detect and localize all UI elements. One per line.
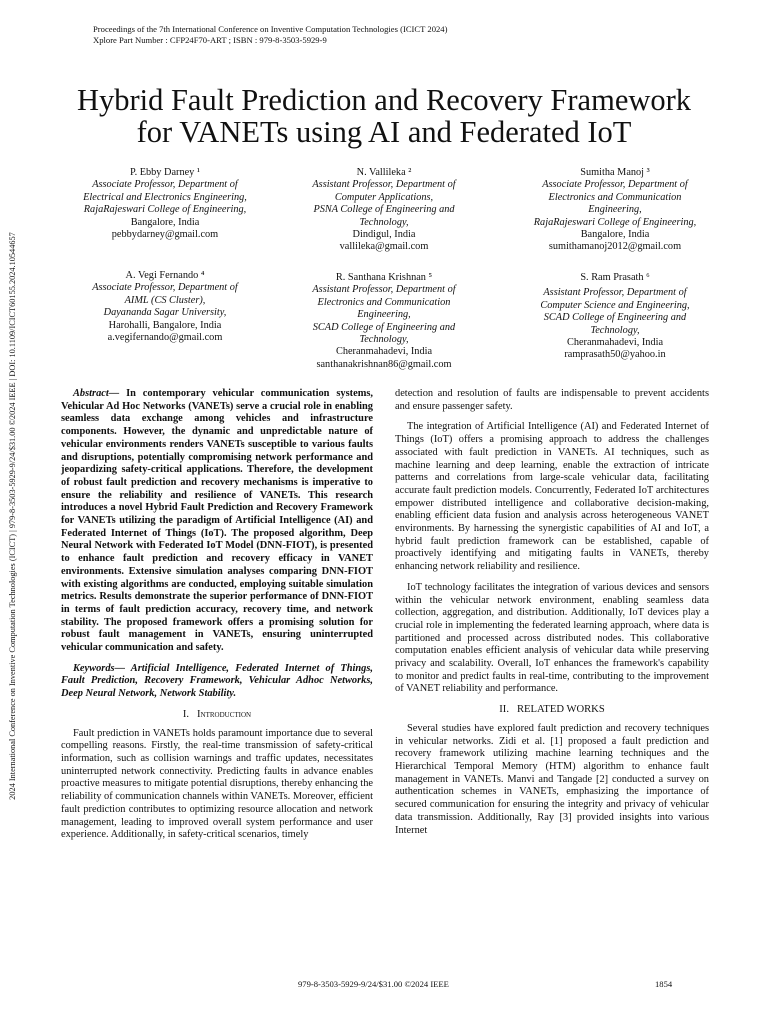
author-affiliation: Electronics and Communication <box>317 296 451 308</box>
author-affiliation: Assistant Professor, Department of <box>312 179 456 191</box>
author-name: N. Vallileka ² <box>356 167 412 178</box>
section-heading-related-works <box>395 704 709 717</box>
author-affiliation: Associate Professor, Department of <box>542 179 688 191</box>
author-name: P. Ebby Darney ¹ <box>129 167 200 178</box>
author-affiliation: PSNA College of Engineering and <box>313 204 455 216</box>
author-block <box>505 167 725 254</box>
author-block <box>274 272 494 371</box>
author-block <box>55 270 275 344</box>
title-line-1: Hybrid Fault Prediction and Recovery Framework <box>76 83 692 117</box>
author-affiliation: SCAD College of Engineering and <box>543 312 687 324</box>
section-title: Introduction <box>197 708 252 720</box>
author-affiliation: Associate Professor, Department of <box>92 282 238 294</box>
abstract <box>61 388 373 655</box>
xplore-line: Xplore Part Number : CFP24F70-ART ; ISBN : 979-8-3503-5929-9 <box>93 35 327 45</box>
keywords-text: Artificial Intelligence, Federated Internet of Things, Fault Prediction, Recovery Framework, Vehicular Adhoc Networks, Deep Neural Network, Network Stability. <box>61 662 373 700</box>
section-number: II. <box>499 704 509 716</box>
author-location: Dindigul, India <box>352 229 416 241</box>
title-line-2: for VANETs using AI and Federated IoT <box>136 115 632 149</box>
section-number: I. <box>182 708 190 720</box>
author-affiliation: Assistant Professor, Department of <box>312 284 456 296</box>
author-email: a.vegifernando@gmail.com <box>107 332 223 344</box>
author-email: sumithamanoj2012@gmail.com <box>548 241 682 253</box>
side-doi-text: 2024 International Conference on Inventive Computation Technologies (ICICT) | 979-8-3503-5929-9/24/$31.00 ©2024 IEEE | DOI: 10.1109/ICICT60155.2024.10544657 <box>8 232 17 800</box>
author-location: Harohalli, Bangalore, India <box>108 319 222 331</box>
proceedings-line: Proceedings of the 7th International Conference on Inventive Computation Technologies (ICICT 2024) <box>93 24 448 34</box>
author-affiliation: Engineering, <box>588 204 642 216</box>
section-heading-introduction <box>61 709 373 722</box>
author-email: pebbydarney@gmail.com <box>111 229 219 241</box>
author-affiliation: Assistant Professor, Department of <box>543 287 687 299</box>
author-affiliation: Associate Professor, Department of <box>92 179 238 191</box>
page-number: 1854 <box>655 979 673 989</box>
intro-paragraph-3: IoT technology facilitates the integration of various devices and sensors within the vehicular network environment, enabling seamless data collection, aggregation, and distribution. Additionally, IoT devices play a crucial role in implementing the federated learning approach, where data is partitioned and processed across distributed nodes. This collaborative computation enables efficient analysis of vehicular data while preserving privacy and scalability. Overall, IoT enhances the framework's capability to monitor and predict faults in real-time, contributing to the improvement of VANET reliability and performance. <box>395 581 709 695</box>
author-affiliation: RajaRajeswari College of Engineering, <box>83 204 247 216</box>
author-location: Bangalore, India <box>130 216 200 228</box>
abstract-text: In contemporary vehicular communication systems, Vehicular Ad Hoc Networks (VANETs) serve a crucial role in enabling seamless data exchange among vehicles and infrastructure components. However, the dynamic and unpredictable nature of vehicular environments renders VANETs susceptible to various faults and disruptions, potentially compromising network performance and jeopardizing safety-critical applications. Therefore, the development of robust fault prediction and recovery mechanisms is imperative to ensure the reliability and resilience of VANETs. This research introduces a novel Hybrid Fault Prediction and Recovery Framework for VANETs utilizing the paradigm of Artificial Intelligence (AI) and Federated Internet of Things (IoT). The proposed algorithm, Deep Neural Network with Federated IoT Model (DNN-FIOT), is presented to enhance fault prediction and recovery efficacy in VANET environments. Extensive simulation analyses comparing DNN-FIOT with existing algorithms are conducted, employing suitable simulation metrics. Results demonstrate the superior performance of DNN-FIOT in terms of fault prediction accuracy, recovery time, and network stability. The proposed framework offers a promising solution for robust fault management in VANETs, ensuring uninterrupted vehicular communication and safety. <box>61 388 373 654</box>
section-title: RELATED WORKS <box>516 704 605 716</box>
author-block <box>505 272 725 362</box>
author-location: Bangalore, India <box>580 229 650 241</box>
author-block <box>274 167 494 254</box>
author-block <box>55 167 275 241</box>
author-name: S. Ram Prasath ⁶ <box>580 272 650 283</box>
author-affiliation: SCAD College of Engineering and <box>312 321 456 333</box>
author-affiliation: Computer Applications, <box>334 191 434 203</box>
footer-copyright: 979-8-3503-5929-9/24/$31.00 ©2024 IEEE <box>298 979 449 989</box>
author-affiliation: Technology, <box>359 216 409 228</box>
author-affiliation: Electronics and Communication <box>548 191 682 203</box>
author-email: ramprasath50@yahoo.in <box>564 349 666 361</box>
paper-title <box>40 84 728 148</box>
author-name: Sumitha Manoj ³ <box>580 167 650 178</box>
left-column <box>61 388 373 842</box>
author-email: vallileka@gmail.com <box>339 241 429 253</box>
author-affiliation: RajaRajeswari College of Engineering, <box>533 216 697 228</box>
author-affiliation: Technology, <box>359 334 409 346</box>
author-location: Cheranmahadevi, India <box>566 337 664 349</box>
right-column <box>395 388 709 837</box>
author-affiliation: Technology, <box>590 324 640 336</box>
author-affiliation: Dayananda Sagar University, <box>103 307 227 319</box>
related-paragraph-1: Several studies have explored fault prediction and recovery techniques in vehicular networks. Zidi et al. [1] proposed a fault prediction and recovery framework utilizing machine learning techniques and the Hierarchical Temporal Memory (HTM) algorithm to enhance fault management in VANETs. Manvi and Tangade [2] conducted a survey on authentication schemes in VANETs, emphasizing the importance of secured communication for ensuring the integrity and privacy of vehicular data transmission. Additionally, Ray [3] provided insights into various Internet <box>395 722 709 836</box>
author-email: santhanakrishnan86@gmail.com <box>316 358 452 370</box>
intro-paragraph-1-continued: detection and resolution of faults are indispensable to prevent accidents and ensure passenger safety. <box>395 388 709 412</box>
author-affiliation: Engineering, <box>357 309 411 321</box>
author-name: A. Vegi Fernando ⁴ <box>125 270 205 281</box>
proceedings-header <box>93 24 447 46</box>
author-location: Cheranmahadevi, India <box>335 346 433 358</box>
author-affiliation: Electrical and Electronics Engineering, <box>83 191 247 203</box>
keywords <box>61 663 373 701</box>
intro-paragraph-1: Fault prediction in VANETs holds paramount importance due to several compelling reasons. Firstly, the real-time transmission of safety-critical information, such as collision warnings and traffic updates, necessitates uninterrupted network connectivity. Predicting faults in advance enables proactive measures to mitigate potential disruptions, thereby enhancing the reliability of communication channels within VANETs. Moreover, efficient fault prediction contributes to optimizing resource allocation and network management, leading to improved overall system performance and user experience. Additionally, in safety-critical scenarios, timely <box>61 727 373 841</box>
keywords-label: Keywords— <box>73 662 125 674</box>
author-affiliation: Computer Science and Engineering, <box>540 299 690 311</box>
abstract-label: Abstract— <box>73 388 120 399</box>
author-name: R. Santhana Krishnan ⁵ <box>335 272 433 283</box>
intro-paragraph-2: The integration of Artificial Intelligence (AI) and Federated Internet of Things (IoT) offers a promising approach to address the challenges associated with fault prediction in VANETs. AI techniques, such as machine learning and deep learning, enable the extraction of intricate patterns and correlations from large-scale vehicular data, facilitating accurate fault prediction models. Concurrently, Federated IoT architectures empower distributed intelligence and collaborative decision-making, enabling efficient data fusion and analysis across heterogeneous VANET environments. By harnessing the synergistic capabilities of AI and IoT, a hybrid fault prediction framework can be established, capable of proactively identifying and mitigating faults in VANETs, thereby enhancing network reliability and resilience. <box>395 421 709 573</box>
author-affiliation: AIML (CS Cluster), <box>124 294 206 306</box>
